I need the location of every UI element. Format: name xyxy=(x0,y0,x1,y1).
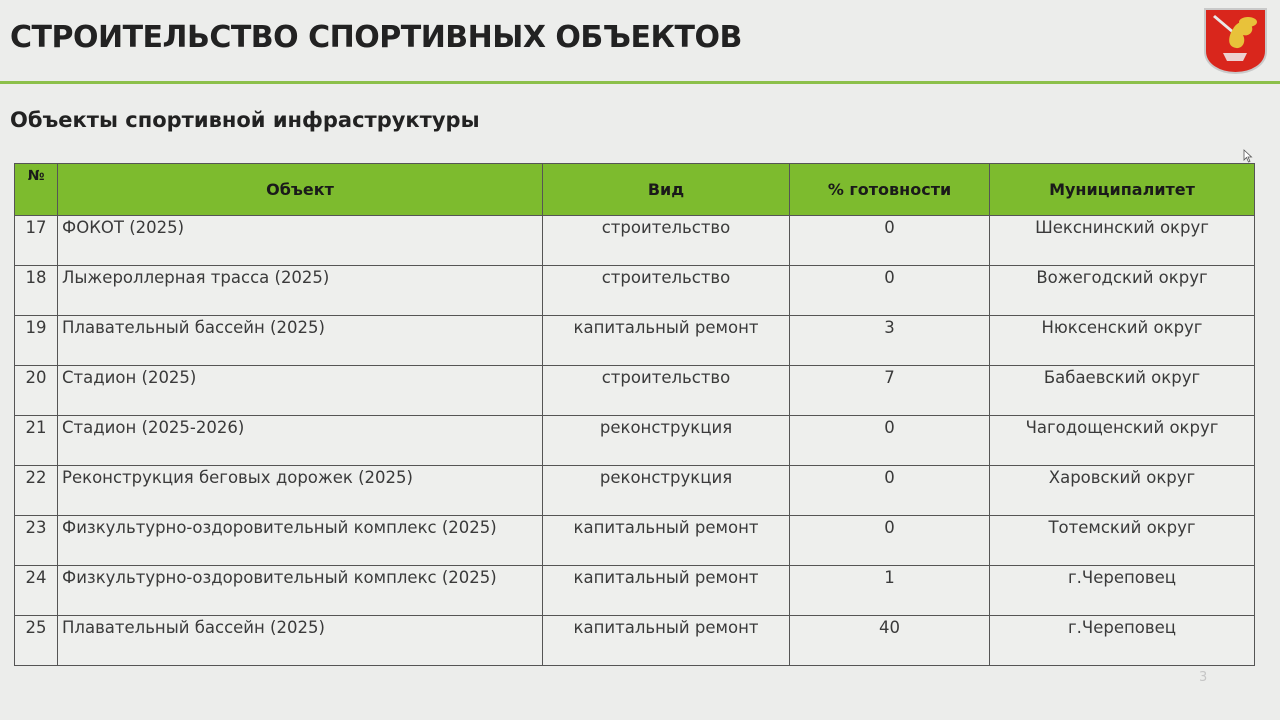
cell-readiness: 0 xyxy=(790,216,990,266)
cell-readiness: 0 xyxy=(790,416,990,466)
column-header-object: Объект xyxy=(58,164,543,216)
cell-readiness: 40 xyxy=(790,616,990,666)
table-row xyxy=(15,366,1255,416)
cell-object: Физкультурно-оздоровительный комплекс (2025) xyxy=(58,566,543,616)
cell-object: Реконструкция беговых дорожек (2025) xyxy=(58,466,543,516)
cell-num: 22 xyxy=(15,466,58,516)
cell-municipality: Шекснинский округ xyxy=(990,216,1255,266)
cell-readiness: 0 xyxy=(790,466,990,516)
column-header-kind: Вид xyxy=(543,164,790,216)
cell-kind: строительство xyxy=(543,216,790,266)
column-header-num: № xyxy=(15,164,58,216)
table-row xyxy=(15,616,1255,666)
cell-kind: реконструкция xyxy=(543,416,790,466)
cell-object: Физкультурно-оздоровительный комплекс (2025) xyxy=(58,516,543,566)
column-header-municipality: Муниципалитет xyxy=(990,164,1255,216)
cell-object: Плавательный бассейн (2025) xyxy=(58,316,543,366)
cell-object: Стадион (2025-2026) xyxy=(58,416,543,466)
cell-municipality: г.Череповец xyxy=(990,616,1255,666)
cell-municipality: Бабаевский округ xyxy=(990,366,1255,416)
sports-facilities-table xyxy=(14,163,1255,666)
table-header-row xyxy=(15,164,1255,216)
cell-readiness: 1 xyxy=(790,566,990,616)
cell-num: 25 xyxy=(15,616,58,666)
cell-kind: строительство xyxy=(543,366,790,416)
cell-municipality: Нюксенский округ xyxy=(990,316,1255,366)
table-row xyxy=(15,266,1255,316)
title-divider xyxy=(0,81,1280,84)
cell-object: ФОКОТ (2025) xyxy=(58,216,543,266)
cell-readiness: 0 xyxy=(790,516,990,566)
cell-municipality: Чагодощенский округ xyxy=(990,416,1255,466)
coat-of-arms-icon xyxy=(1203,7,1268,75)
table-row xyxy=(15,466,1255,516)
cell-municipality: Вожегодский округ xyxy=(990,266,1255,316)
table-row xyxy=(15,516,1255,566)
table-row xyxy=(15,566,1255,616)
cell-municipality: Тотемский округ xyxy=(990,516,1255,566)
cell-municipality: г.Череповец xyxy=(990,566,1255,616)
cell-object: Стадион (2025) xyxy=(58,366,543,416)
cell-kind: строительство xyxy=(543,266,790,316)
mouse-cursor-icon xyxy=(1243,149,1253,163)
cell-kind: капитальный ремонт xyxy=(543,316,790,366)
cell-kind: капитальный ремонт xyxy=(543,616,790,666)
cell-num: 17 xyxy=(15,216,58,266)
page-title: СТРОИТЕЛЬСТВО СПОРТИВНЫХ ОБЪЕКТОВ xyxy=(10,20,742,55)
page-number: 3 xyxy=(1199,670,1208,685)
table-row xyxy=(15,216,1255,266)
column-header-readiness: % готовности xyxy=(790,164,990,216)
table-row xyxy=(15,416,1255,466)
cell-num: 19 xyxy=(15,316,58,366)
cell-num: 20 xyxy=(15,366,58,416)
cell-municipality: Харовский округ xyxy=(990,466,1255,516)
cell-object: Лыжероллерная трасса (2025) xyxy=(58,266,543,316)
cell-num: 23 xyxy=(15,516,58,566)
cell-readiness: 7 xyxy=(790,366,990,416)
cell-num: 24 xyxy=(15,566,58,616)
cell-kind: капитальный ремонт xyxy=(543,516,790,566)
cell-kind: реконструкция xyxy=(543,466,790,516)
table-row xyxy=(15,316,1255,366)
cell-num: 21 xyxy=(15,416,58,466)
cell-readiness: 0 xyxy=(790,266,990,316)
cell-readiness: 3 xyxy=(790,316,990,366)
cell-num: 18 xyxy=(15,266,58,316)
cell-object: Плавательный бассейн (2025) xyxy=(58,616,543,666)
cell-kind: капитальный ремонт xyxy=(543,566,790,616)
section-subtitle: Объекты спортивной инфраструктуры xyxy=(10,108,480,132)
